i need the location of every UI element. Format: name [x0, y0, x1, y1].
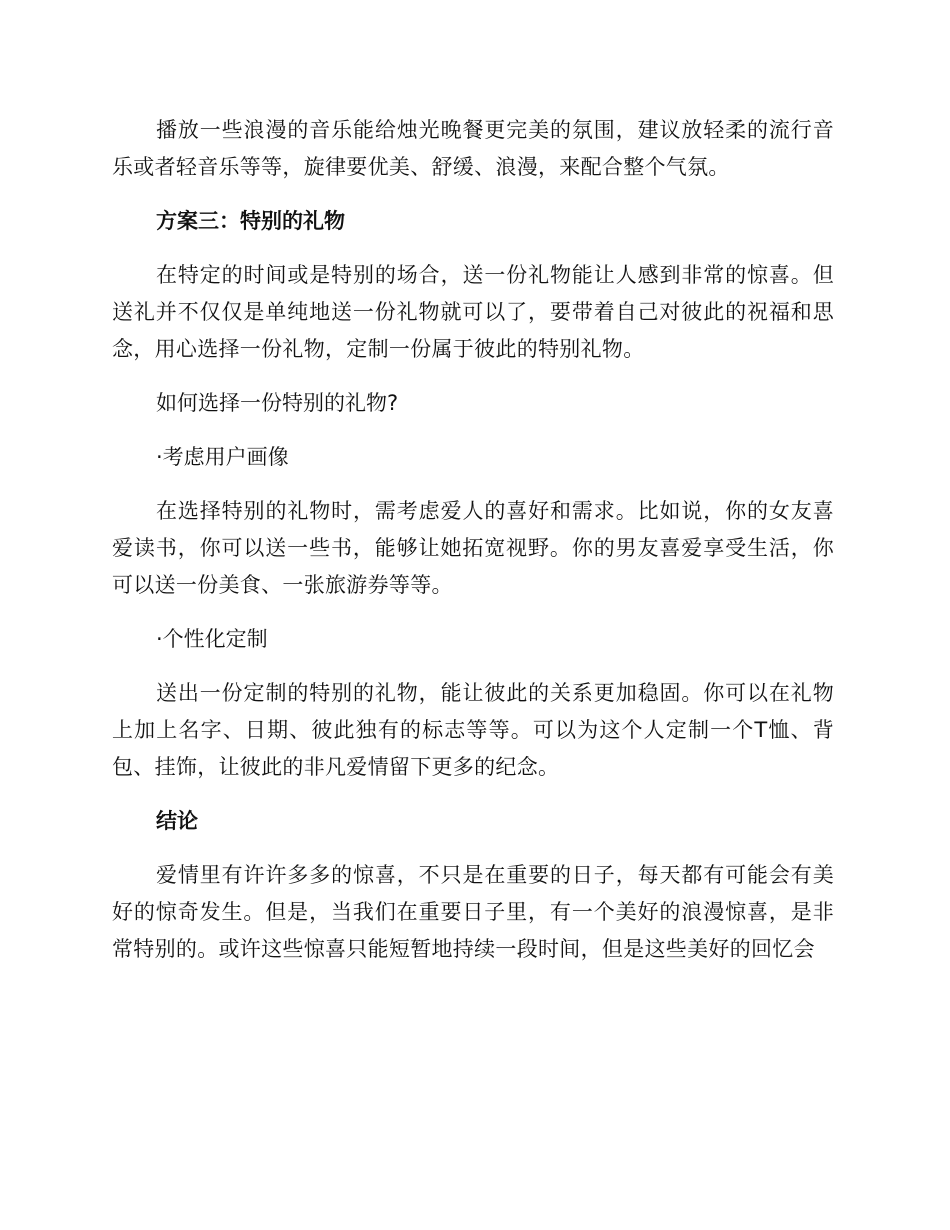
section-heading-conclusion: 结论: [156, 809, 198, 833]
bullet-customization: ·个性化定制: [156, 627, 268, 651]
bullet-user-profile: ·考虑用户画像: [156, 445, 289, 469]
document-page: [112, 112, 834, 968]
paragraph-music: 播放一些浪漫的音乐能给烛光晚餐更完美的氛围，建议放轻柔的流行音乐或者轻音乐等等，旋律要优美、舒缓、浪漫，来配合整个气氛。: [112, 118, 834, 179]
paragraph-gift-intro: 在特定的时间或是特别的场合，送一份礼物能让人感到非常的惊喜。但送礼并不仅仅是单纯地送一份礼物就可以了，要带着自己对彼此的祝福和思念，用心选择一份礼物，定制一份属于彼此的特别礼物。: [112, 263, 834, 361]
question-line: 如何选择一份特别的礼物?: [156, 391, 399, 415]
paragraph-conclusion: 爱情里有许许多多的惊喜，不只是在重要的日子，每天都有可能会有美好的惊奇发生。但是，当我们在重要日子里，有一个美好的浪漫惊喜，是非常特别的。或许这些惊喜只能短暂地持续一段时间，但是这些美好的回忆会: [112, 863, 834, 961]
paragraph-customization: 送出一份定制的特别的礼物，能让彼此的关系更加稳固。你可以在礼物上加上名字、日期、彼此独有的标志等等。可以为这个人定制一个T恤、背包、挂饰，让彼此的非凡爱情留下更多的纪念。: [112, 681, 834, 779]
section-heading-plan-three: 方案三：特别的礼物: [156, 209, 345, 233]
paragraph-user-profile: 在选择特别的礼物时，需考虑爱人的喜好和需求。比如说，你的女友喜爱读书，你可以送一些书，能够让她拓宽视野。你的男友喜爱享受生活，你可以送一份美食、一张旅游券等等。: [112, 499, 834, 597]
